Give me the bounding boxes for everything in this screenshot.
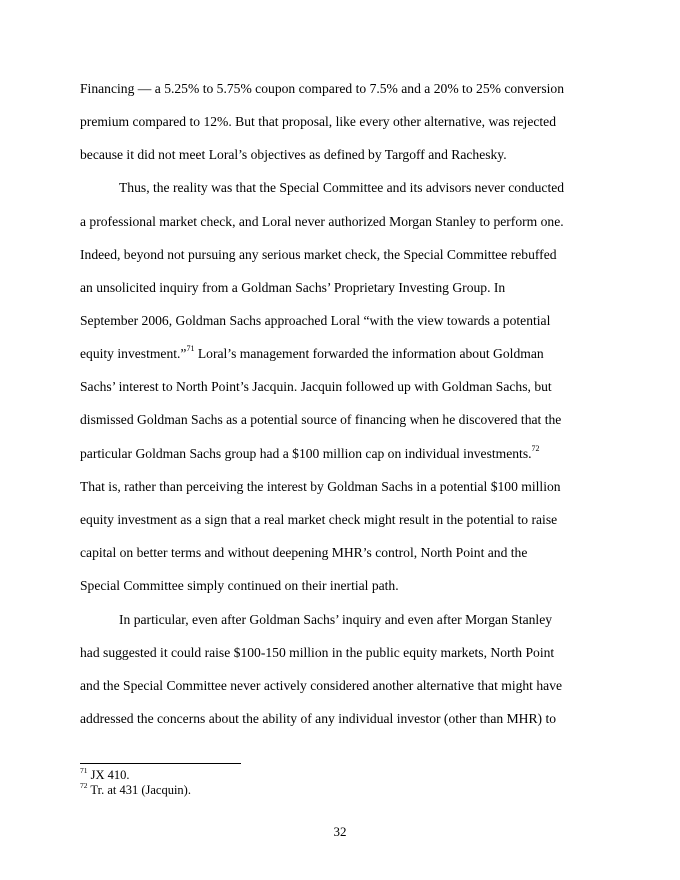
footnote-72 — [80, 780, 191, 797]
body-line-1: Financing — a 5.25% to 5.75% coupon compared to 7.5% and a 20% to 25% conversion — [80, 81, 564, 96]
body-line-19: and the Special Committee never actively considered another alternative that might have — [80, 678, 563, 693]
body-line-18: had suggested it could raise $100-150 million in the public equity markets, North Point — [80, 645, 555, 660]
body-line-20: addressed the concerns about the ability of any individual investor (other than MHR) to — [80, 711, 557, 726]
line-text: particular Goldman Sachs group had a $100 million cap on individual investments. — [80, 446, 532, 461]
body-line-17: In particular, even after Goldman Sachs’ inquiry and even after Morgan Stanley — [119, 612, 553, 627]
footnote-number: 71 — [80, 765, 88, 775]
footnote-ref-71[interactable]: 71 — [186, 344, 195, 354]
footnote-separator — [80, 763, 241, 764]
body-line-8: September 2006, Goldman Sachs approached Loral “with the view towards a potential — [80, 313, 551, 328]
footnote-number: 72 — [80, 780, 88, 790]
body-line-11: dismissed Goldman Sachs as a potential source of financing when he discovered that the — [80, 412, 562, 427]
body-line-4: Thus, the reality was that the Special Committee and its advisors never conducted — [119, 180, 565, 195]
body-line-12 — [80, 446, 540, 462]
body-line-10: Sachs’ interest to North Point’s Jacquin. Jacquin followed up with Goldman Sachs, but — [80, 379, 552, 394]
body-line-7: an unsolicited inquiry from a Goldman Sachs’ Proprietary Investing Group. In — [80, 280, 506, 295]
body-line-9 — [80, 346, 544, 362]
body-line-2: premium compared to 12%. But that proposal, like every other alternative, was rejected — [80, 114, 556, 129]
body-line-15: capital on better terms and without deepening MHR’s control, North Point and the — [80, 545, 528, 560]
body-line-13: That is, rather than perceiving the interest by Goldman Sachs in a potential $100 million — [80, 479, 561, 494]
body-line-14: equity investment as a sign that a real market check might result in the potential to raise — [80, 512, 558, 527]
body-line-16: Special Committee simply continued on their inertial path. — [80, 578, 399, 593]
body-line-6: Indeed, beyond not pursuing any serious market check, the Special Committee rebuffed — [80, 247, 557, 262]
line-continuation: Loral’s management forwarded the information about Goldman — [194, 346, 544, 361]
quote-fragment: equity investment.” — [80, 346, 187, 361]
page-number: 32 — [333, 824, 347, 839]
footnote-ref-72[interactable]: 72 — [531, 444, 540, 454]
body-line-5: a professional market check, and Loral never authorized Morgan Stanley to perform one. — [80, 214, 564, 229]
body-line-3: because it did not meet Loral’s objectives as defined by Targoff and Rachesky. — [80, 147, 507, 162]
footnote-text: Tr. at 431 (Jacquin). — [87, 783, 191, 797]
footnote-text: JX 410. — [87, 768, 130, 782]
footnote-71 — [80, 765, 130, 782]
